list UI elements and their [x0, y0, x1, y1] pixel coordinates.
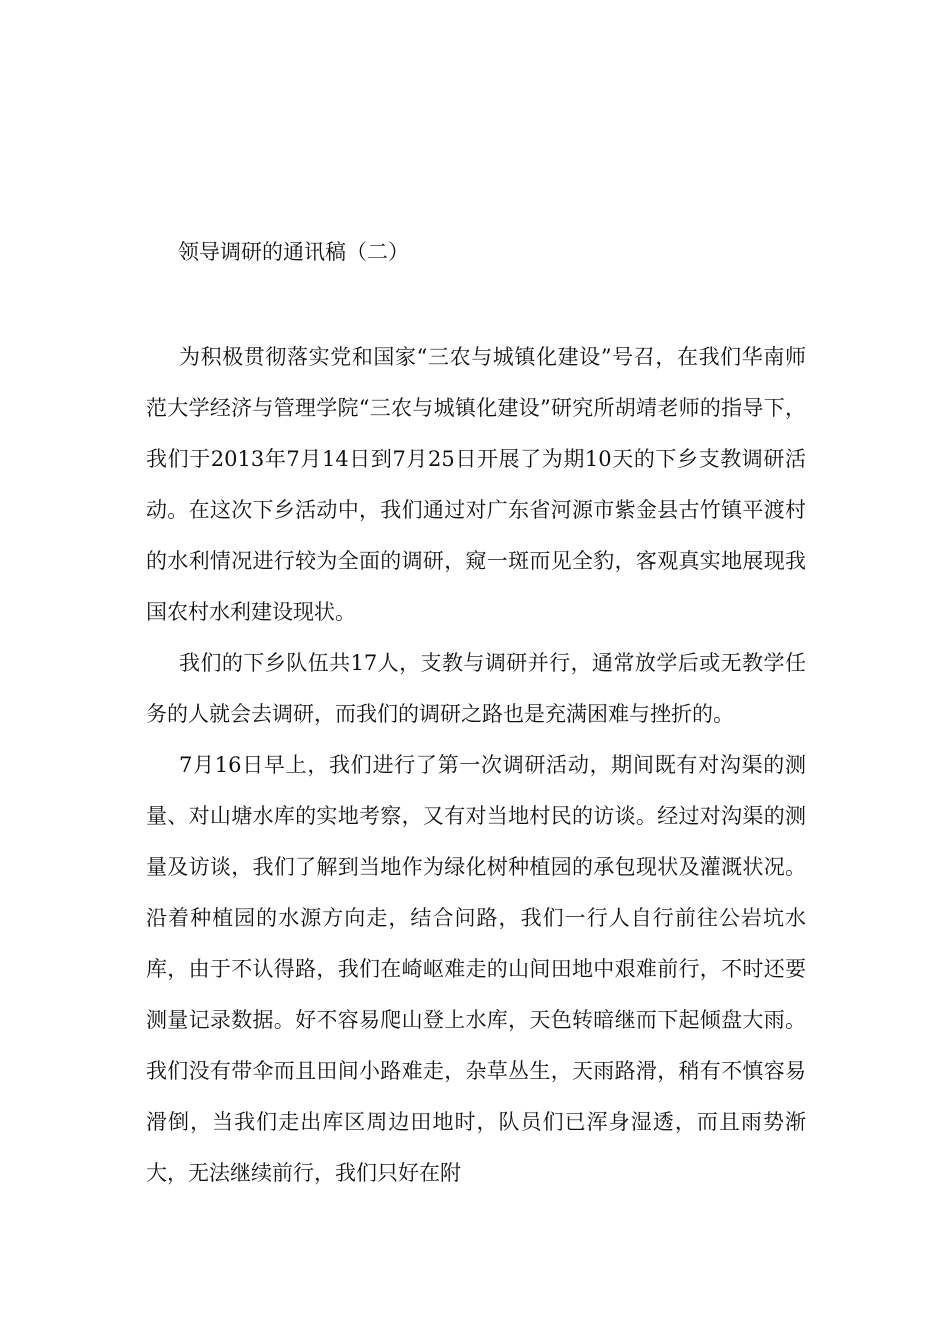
paragraph-intro: 为积极贯彻落实党和国家“三农与城镇化建设”号召，在我们华南师范大学经济与管理学院“三农与城镇化建设”研究所胡靖老师的指导下，我们于2013年7月14日到7月25日开展了为期10天的下乡支教调研活动。在这次下乡活动中，我们通过对广东省河源市紫金县古竹镇平渡村的水利情况进行较为全面的调研，窥一斑而见全豹，客观真实地展现我国农村水利建设现状。 — [146, 345, 806, 624]
document-title: 领导调研的通讯稿（二） — [178, 240, 409, 264]
paragraph-team: 我们的下乡队伍共17人，支教与调研并行，通常放学后或无教学任务的人就会去调研，而我们的调研之路也是充满困难与挫折的。 — [146, 651, 806, 726]
paragraph-first-survey: 7月16日早上，我们进行了第一次调研活动，期间既有对沟渠的测量、对山塘水库的实地考察，又有对当地村民的访谈。经过对沟渠的测量及访谈，我们了解到当地作为绿化树种植园的承包现状及灌溉状况。沿着种植园的水源方向走，结合问路，我们一行人自行前往公岩坑水库，由于不认得路，我们在崎岖难走的山间田地中艰难前行，不时还要测量记录数据。好不容易爬山登上水库，天色转暗继而下起倾盘大雨。我们没有带伞而且田间小路难走，杂草丛生，天雨路滑，稍有不慎容易滑倒，当我们走出库区周边田地时，队员们已浑身湿透，而且雨势渐大，无法继续前行，我们只好在附 — [146, 753, 806, 1185]
document-body — [146, 332, 806, 1199]
